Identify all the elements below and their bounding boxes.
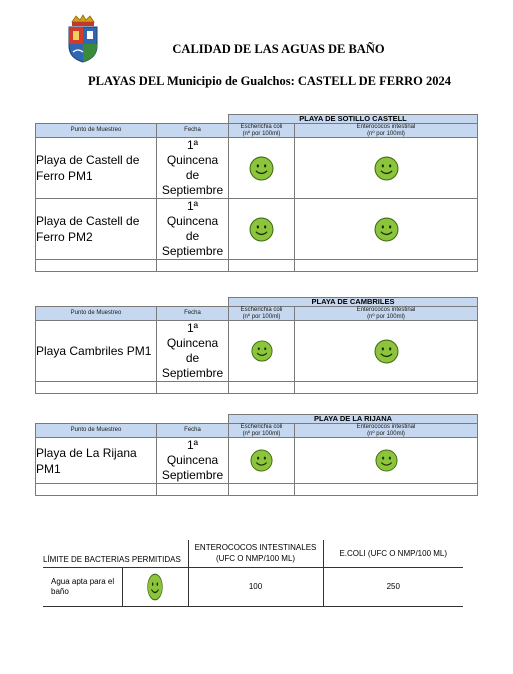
sampling-point: Playa de Castell de Ferro PM2	[36, 199, 157, 260]
limits-col-ecoli: E.COLI (UFC O NMP/100 ML)	[323, 540, 463, 567]
beach-table-sotillo	[35, 114, 478, 272]
smiley-good-icon	[374, 156, 399, 181]
col-header-enterococos: Enterococos intestinal (nº por 100ml)	[295, 424, 478, 438]
smiley-good-icon	[374, 217, 399, 242]
col-header-enterococos: Enterococos intestinal (nº por 100ml)	[295, 124, 478, 138]
sample-date: 1ª Quincena de Septiembre	[157, 199, 229, 260]
col-header-date: Fecha	[157, 424, 229, 438]
beach-title: PLAYA DE SOTILLO CASTELL	[229, 115, 478, 124]
smiley-good-icon	[251, 340, 273, 362]
table-row	[36, 321, 478, 382]
col-header-point: Punto de Muestreo	[36, 424, 157, 438]
sampling-point: Playa Cambriles PM1	[36, 321, 157, 382]
limits-col-enterococos: ENTEROCOCOS INTESTINALES (UFC O NMP/100 ML)	[188, 540, 323, 567]
empty-row	[36, 260, 478, 272]
bacteria-limits-table	[43, 540, 463, 607]
beach-table-cambriles	[35, 297, 478, 394]
col-header-ecoli: Escherichia coli (nº por 100ml)	[229, 124, 295, 138]
col-header-enterococos: Enterococos intestinal (nº por 100ml)	[295, 307, 478, 321]
col-header-ecoli: Escherichia coli (nº por 100ml)	[229, 424, 295, 438]
col-header-point: Punto de Muestreo	[36, 307, 157, 321]
sample-date: 1ª Quincena de Septiembre	[157, 321, 229, 382]
limits-ecoli-value: 250	[323, 567, 463, 606]
sampling-point: Playa de La Rijana PM1	[36, 438, 157, 484]
limits-label: LÍMITE DE BACTERIAS PERMITIDAS	[43, 540, 188, 567]
page-subtitle: PLAYAS DEL Municipio de Gualchos: CASTELL DE FERRO 2024	[87, 74, 452, 88]
col-header-date: Fecha	[157, 307, 229, 321]
smiley-good-icon	[249, 156, 274, 181]
table-row	[36, 138, 478, 199]
empty-row	[36, 484, 478, 496]
smiley-good-icon	[375, 449, 398, 472]
beach-table-rijana	[35, 414, 478, 496]
smiley-good-icon	[249, 217, 274, 242]
page-title: CALIDAD DE LAS AGUAS DE BAÑO	[172, 42, 385, 56]
col-header-date: Fecha	[157, 124, 229, 138]
table-row	[36, 438, 478, 484]
beach-title: PLAYA DE CAMBRILES	[229, 298, 478, 307]
smiley-good-icon	[374, 339, 399, 364]
table-row	[36, 199, 478, 260]
col-header-ecoli: Escherichia coli (nº por 100ml)	[229, 307, 295, 321]
smiley-good-icon	[250, 449, 273, 472]
sample-date: 1ª Quincena Septiembre	[157, 438, 229, 484]
sample-date: 1ª Quincena de Septiembre	[157, 138, 229, 199]
limits-row-label: Agua apta para el baño	[43, 568, 123, 606]
beach-title: PLAYA DE LA RIJANA	[229, 415, 478, 424]
smiley-good-icon	[147, 573, 163, 601]
col-header-point: Punto de Muestreo	[36, 124, 157, 138]
limits-enterococos-value: 100	[188, 567, 323, 606]
sampling-point: Playa de Castell de Ferro PM1	[36, 138, 157, 199]
empty-row	[36, 382, 478, 394]
